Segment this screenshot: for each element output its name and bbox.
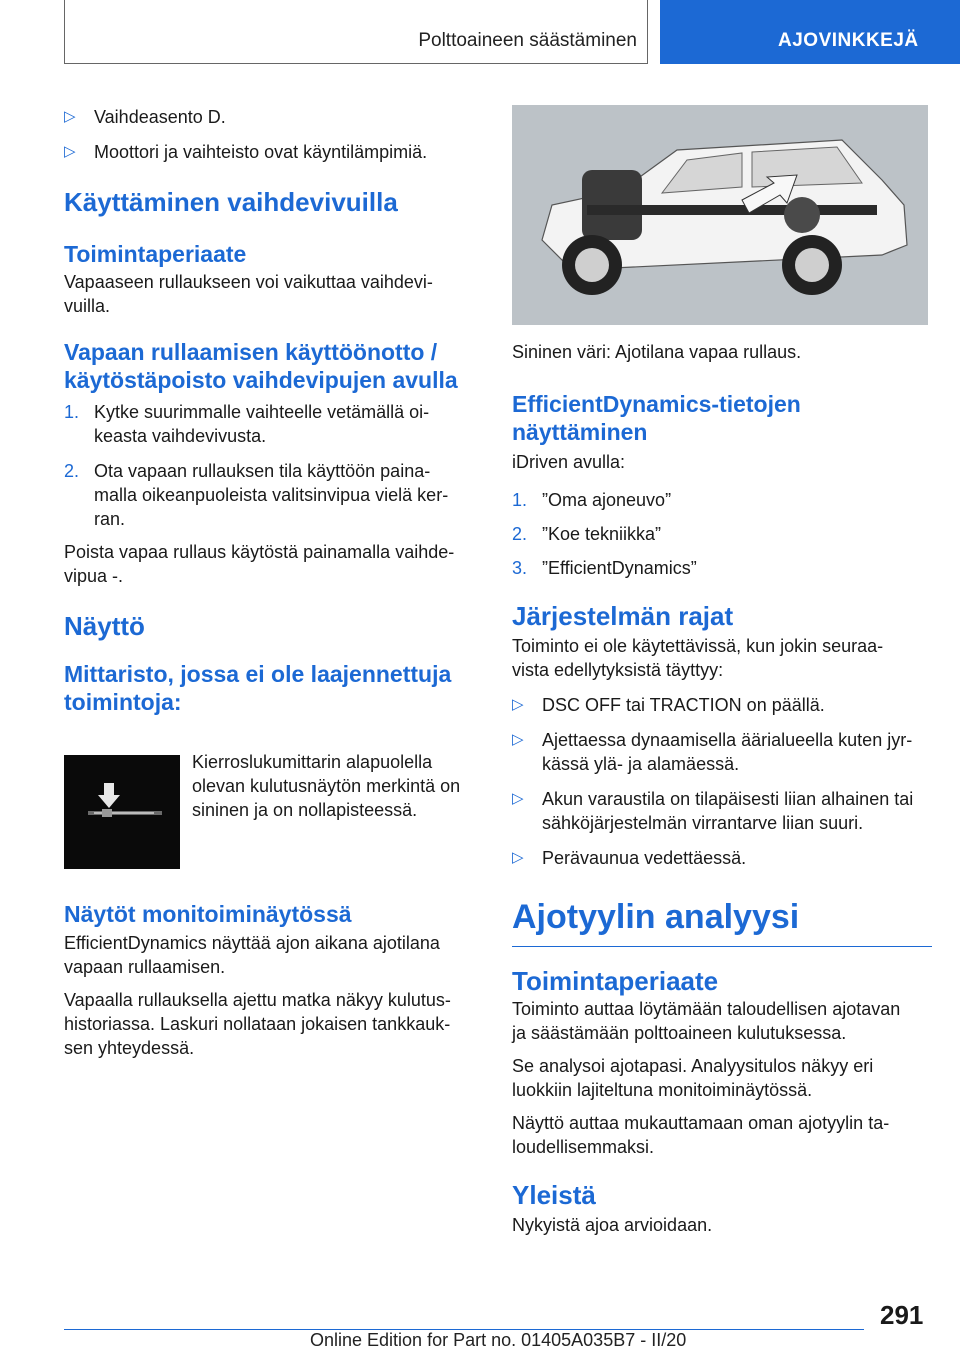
list-item: ▷ Perävaunua vedettäessä. [512,848,747,868]
left-column [64,105,484,716]
gauge-image [64,755,180,869]
header-title: Polttoaineen säästäminen [418,30,637,51]
subsection-heading: Vapaan rullaamisen käyttöönotto / käytöstäpoisto vaihdevipujen avulla [64,339,458,393]
list-item: ▷ Ajettaessa dynaamisella äärialueella kuten jyr- kässä ylä- ja alamäessä. [512,730,913,774]
numbered-step: 1. ”Oma ajoneuvo” [512,490,672,510]
list-item: ▷ DSC OFF tai TRACTION on päällä. [512,695,825,715]
subsection-heading: Näytöt monitoiminäytössä [64,901,352,927]
paragraph: Nykyistä ajoa arvioidaan. [512,1215,713,1235]
triangle-bullet-icon: ▷ [64,143,76,160]
subsection-heading: Mittaristo, jossa ei ole laajennettuja toimintoja: [64,661,452,715]
paragraph: Se analysoi ajotapasi. Analyysitulos näkyy eri luokkiin lajiteltuna monitoiminäytössä. [512,1056,874,1100]
section-heading: Järjestelmän rajat [512,601,734,631]
paragraph: iDriven avulla: [512,452,626,472]
list-item: ▷ Akun varaustila on tilapäisesti liian alhainen tai sähköjärjestelmän virrantarve liian suuri. [512,789,914,833]
triangle-bullet-icon: ▷ [512,849,524,866]
section-heading: Käyttäminen vaihdevivuilla [64,187,398,217]
footer-edition: Online Edition for Part no. 01405A035B7 - II/20 [310,1330,687,1350]
numbered-step: 3. ”EfficientDynamics” [512,558,697,578]
left-column-bottom [64,900,484,1060]
paragraph: Vapaaseen rullaukseen voi vaikuttaa vaihdevi- vuilla. [64,272,433,316]
section-heading: Näyttö [64,611,145,641]
page-number: 291 [880,1300,924,1330]
triangle-bullet-icon: ▷ [512,731,524,748]
fuel-gauge-illustration [64,755,180,869]
numbered-step: 1. Kytke suurimmalle vaihteelle vetämällä oi- keasta vaihdevivusta. [64,402,430,446]
triangle-bullet-icon: ▷ [64,108,76,125]
paragraph: Poista vapaa rullaus käytöstä painamalla vaihde- vipua -. [64,542,455,586]
list-item: ▷ Vaihdeasento D. [64,107,226,127]
section-heading: Toimintaperiaate [512,966,719,996]
paragraph: Toiminto ei ole käytettävissä, kun jokin seuraa- vista edellytyksistä täyttyy: [512,636,884,680]
subsection-heading: EfficientDynamics-tietojen näyttäminen [512,391,801,445]
image-caption: Sininen väri: Ajotilana vapaa rullaus. [512,342,802,362]
header-box [64,0,648,64]
chapter-heading: Ajotyylin analyysi [512,896,932,947]
paragraph: Näyttö auttaa mukauttamaan oman ajotyylin ta- loudellisemmaksi. [512,1113,890,1157]
list-item: ▷ Moottori ja vaihteisto ovat käyntilämpimiä. [64,142,428,162]
section-heading: Yleistä [512,1180,596,1210]
subsection-heading: Toimintaperiaate [64,241,247,267]
numbered-step: 2. ”Koe tekniikka” [512,524,662,544]
paragraph: Vapaalla rullauksella ajettu matka näkyy kulutus- historiassa. Laskuri nollataan jokaisen tankkauk- sen yhteydessä. [64,990,451,1058]
car-illustration [512,105,928,325]
right-column [512,340,932,1237]
header-tab-label: AJOVINKKEJÄ [778,30,919,51]
triangle-bullet-icon: ▷ [512,790,524,807]
paragraph: EfficientDynamics näyttää ajon aikana ajotilana vapaan rullaamisen. [64,933,440,977]
triangle-bullet-icon: ▷ [512,696,524,713]
paragraph: Toiminto auttaa löytämään taloudellisen ajotavan ja säästämään polttoaineen kulutuksessa. [512,999,901,1043]
gauge-caption: Kierroslukumittarin alapuolella olevan kulutusnäytön merkintä on sininen ja on nollapisteessä. [192,752,461,820]
numbered-step: 2. Ota vapaan rullauksen tila käyttöön paina- malla oikeanpuoleista valitsinvipua vielä ker- ran. [64,461,449,529]
header-tab[interactable] [660,0,960,64]
